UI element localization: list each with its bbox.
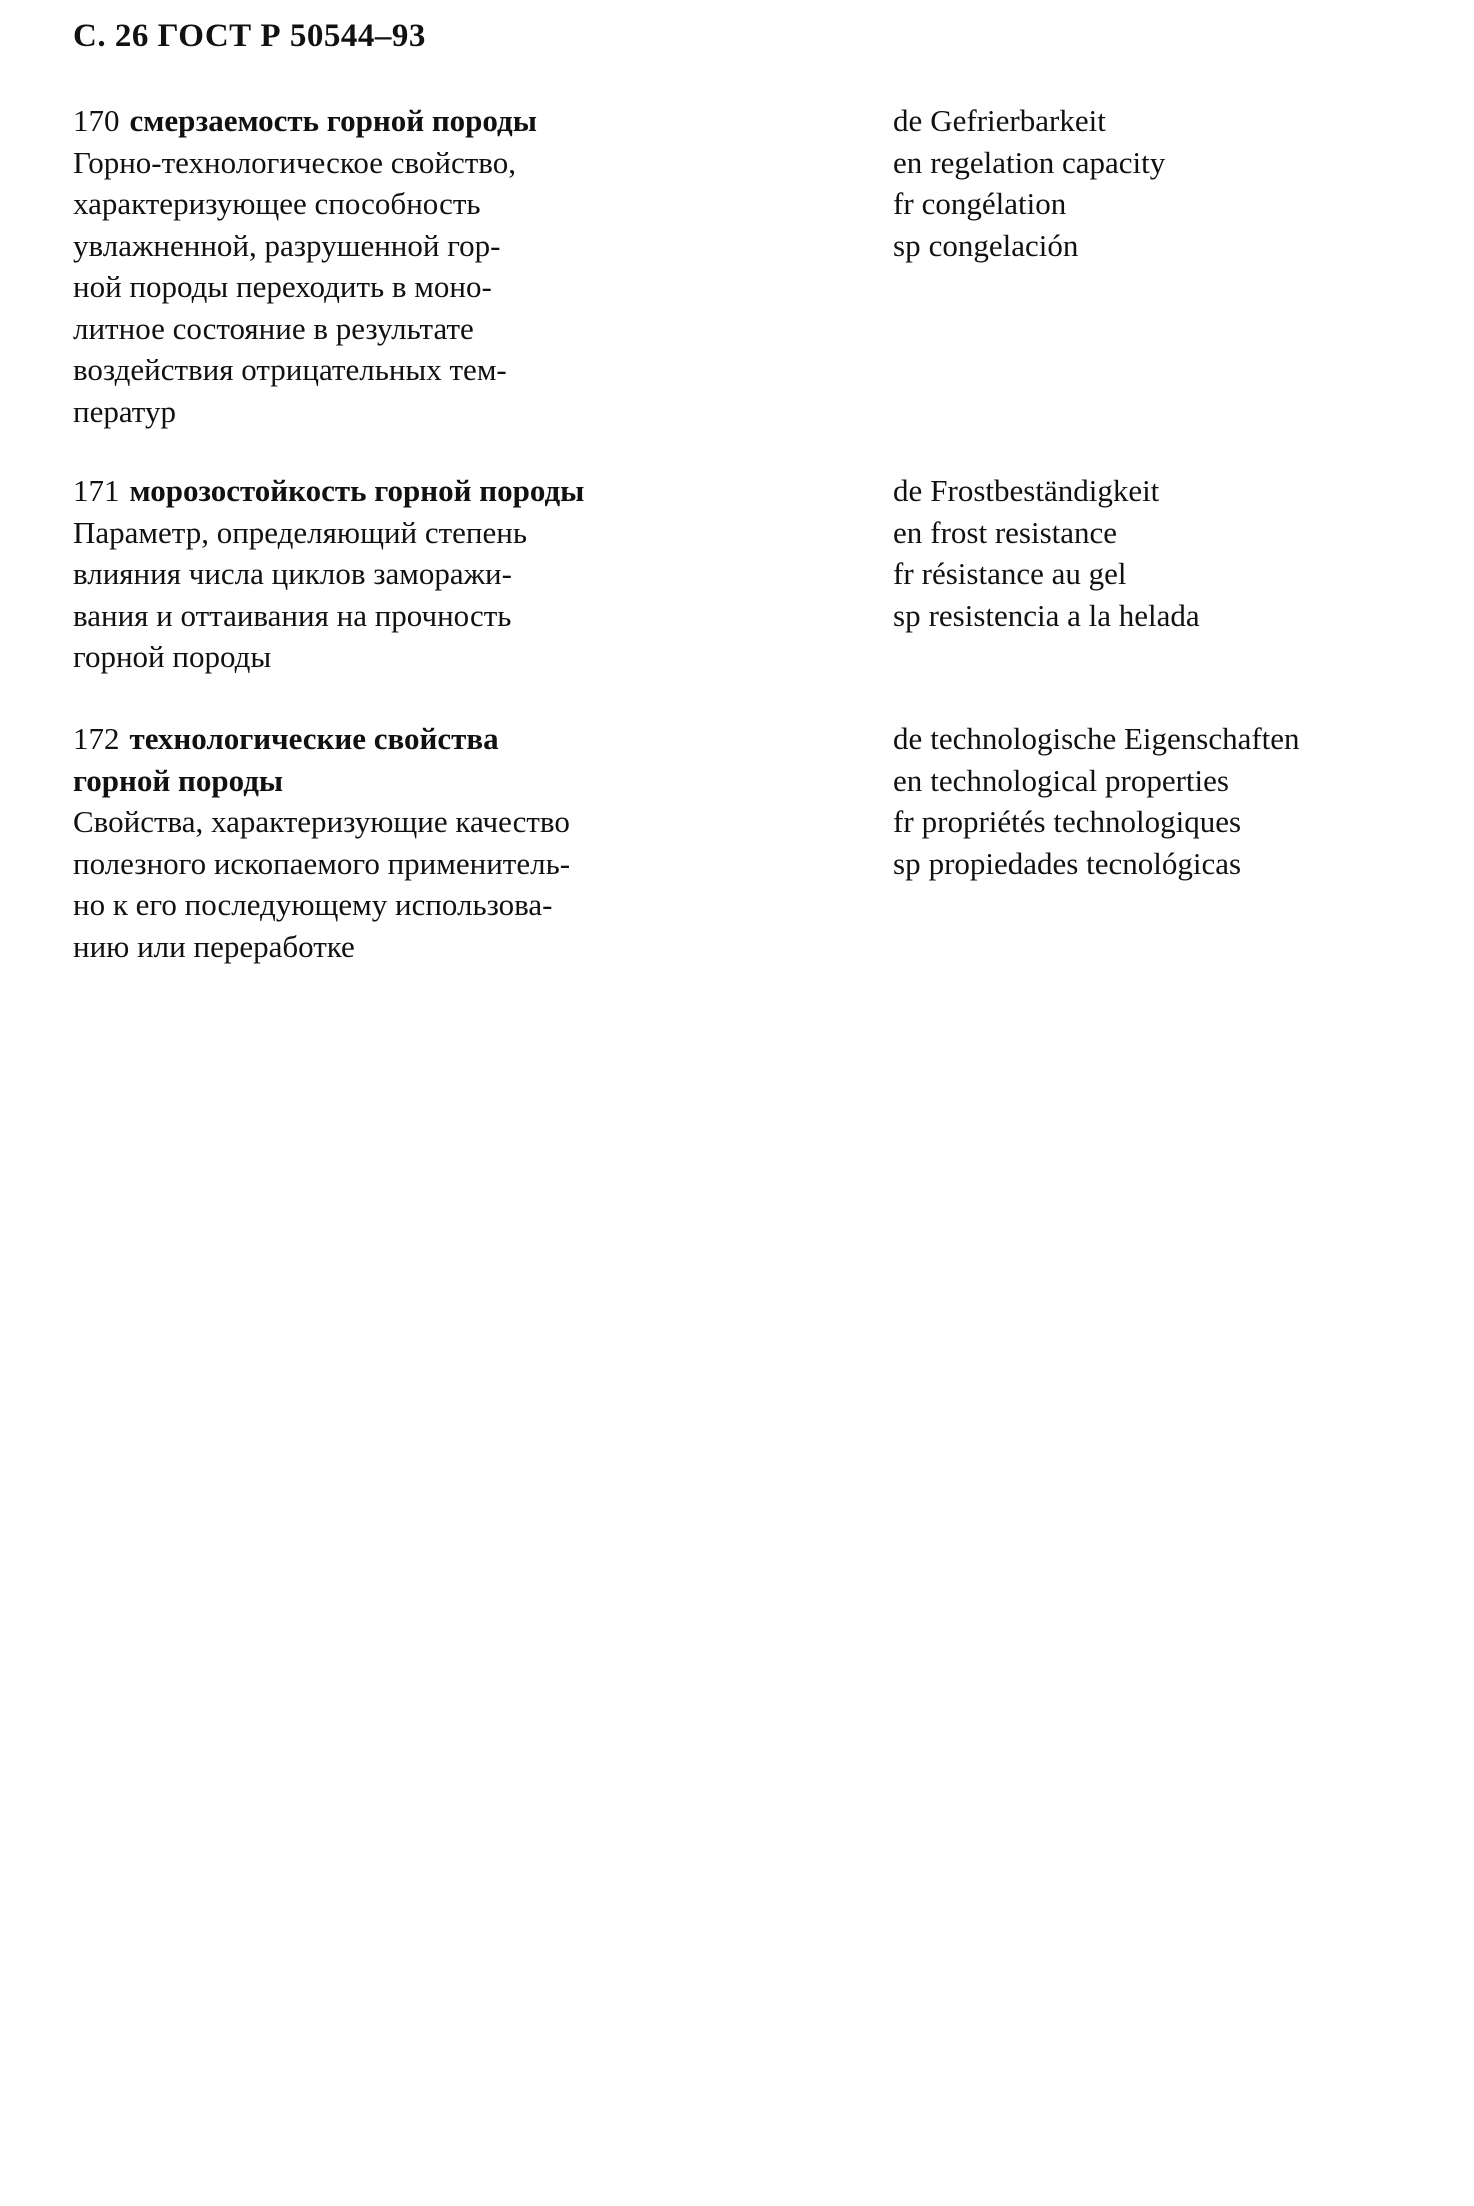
equivalent-de: de Gefrierbarkeit <box>893 103 1106 138</box>
definition-line: горной породы <box>73 639 272 674</box>
equivalent-fr: fr congélation <box>893 186 1067 221</box>
definition-line: нию или переработке <box>73 928 355 964</box>
definition-line: характеризующее способность <box>73 186 481 221</box>
definition-line: но к его последующему использова- <box>73 887 553 922</box>
equivalent-sp: sp propiedades tecnológicas <box>893 845 1242 881</box>
definition-line: увлажненной, разрушенной гор- <box>73 227 501 263</box>
definition-line: вания и оттаивания на прочность <box>73 597 512 633</box>
equivalent-sp: sp congelación <box>893 227 1079 263</box>
definition-line: Параметр, определяющий степень <box>73 514 528 550</box>
term-name: морозостойкость горной породы <box>129 473 585 508</box>
equivalent-fr: fr propriétés technologiques <box>893 804 1242 839</box>
definition-line: Горно-технологическое свойство, <box>73 144 516 180</box>
equivalent-en: en regelation capacity <box>893 144 1166 180</box>
definition-line: влияния числа циклов заморажи- <box>73 556 512 591</box>
term-entry-171 <box>73 470 713 678</box>
definition-line: литное состояние в результате <box>73 310 474 346</box>
equivalent-en: en frost resistance <box>893 514 1118 550</box>
term-name-continuation: горной породы <box>73 762 284 798</box>
term-number: 172 <box>73 721 120 756</box>
page-header: С. 26 ГОСТ Р 50544–93 <box>73 18 426 54</box>
definition-line: Свойства, характеризующие качество <box>73 804 570 839</box>
term-number: 170 <box>73 103 120 138</box>
definition-line: полезного ископаемого применитель- <box>73 845 571 881</box>
term-number: 171 <box>73 473 120 508</box>
term-heading <box>73 470 713 512</box>
definition-line: ной породы переходить в моно- <box>73 269 492 304</box>
equivalent-de: de Frostbeständigkeit <box>893 473 1160 508</box>
equivalents-172 <box>893 718 1453 884</box>
term-heading <box>73 718 713 760</box>
equivalent-sp: sp resistencia a la helada <box>893 597 1200 633</box>
term-heading <box>73 100 713 142</box>
equivalent-de: de technologische Eigenschaften <box>893 721 1300 756</box>
equivalents-171 <box>893 470 1453 636</box>
term-name: смерзаемость горной породы <box>129 103 537 138</box>
definition-line: ператур <box>73 393 176 429</box>
equivalent-fr: fr résistance au gel <box>893 556 1127 591</box>
equivalent-en: en technological properties <box>893 762 1229 798</box>
term-entry-170 <box>73 100 713 432</box>
equivalents-170 <box>893 100 1453 266</box>
term-entry-172 <box>73 718 713 967</box>
definition-line: воздействия отрицательных тем- <box>73 352 507 387</box>
term-name: технологические свойства <box>129 721 499 756</box>
